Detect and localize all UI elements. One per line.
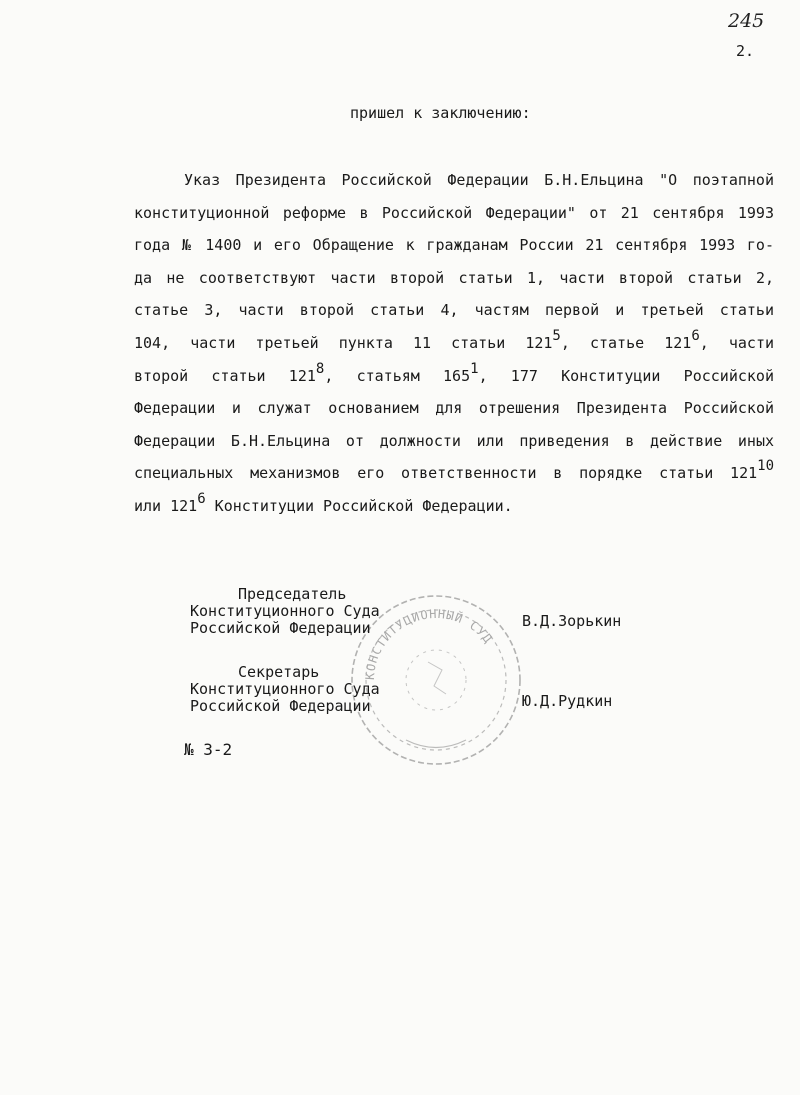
superscript: 5 (552, 327, 561, 344)
body-line (134, 327, 774, 360)
conclusion-body (134, 164, 774, 523)
body-line: года № 1400 и его Обращение к гражданам России 21 сентября 1993 го- (134, 236, 774, 255)
signature-title-line: Председатель (238, 585, 347, 603)
signature-title-line: Российской Федерации (190, 697, 371, 715)
body-line-text: , статьям 165 (324, 366, 471, 385)
signatory-name-secretary: Ю.Д.Рудкин (522, 692, 613, 710)
signature-title-line: Конституционного Суда (190, 602, 380, 620)
body-line-text: , части (699, 333, 775, 352)
superscript: 8 (315, 360, 325, 377)
superscript: 10 (757, 458, 774, 475)
document-number: № 3-2 (184, 740, 233, 759)
stamp-text: КОНСТИТУЦИОННЫЙ СУД (362, 606, 496, 681)
superscript: 1 (470, 360, 479, 377)
signature-title-line: Конституционного Суда (190, 680, 380, 698)
handwritten-folio-number: 245 (728, 10, 765, 32)
body-line: Указ Президента Российской Федерации Б.Н.Ельцина "О поэтапной (184, 171, 774, 189)
signatory-name-chairman: В.Д.Зорькин (522, 612, 622, 630)
signature-title-line: Секретарь (238, 663, 320, 681)
body-line: Федерации Б.Н.Ельцина от должности или приведения в действие иных (134, 431, 774, 450)
body-line-text: второй статьи 121 (134, 366, 316, 385)
body-line (134, 490, 774, 523)
heading-conclusion: пришел к заключению: (350, 104, 531, 122)
body-line: статье 3, части второй статьи 4, частям первой и третьей статьи (134, 301, 774, 320)
page-number: 2. (736, 42, 755, 60)
body-line: Федерации и служат основанием для отрешения Президента Российской (134, 399, 774, 418)
body-line-text: , 177 Конституции Российской (478, 366, 774, 385)
body-line: да не соответствуют части второй статьи 1, части второй статьи 2, (134, 268, 774, 287)
signature-block-chairman (190, 586, 380, 637)
body-line-text: Конституции Российской Федерации. (205, 496, 513, 515)
signature-title-line: Российской Федерации (190, 619, 371, 637)
body-line (134, 457, 774, 490)
superscript: 6 (197, 490, 206, 507)
body-line: конституционной реформе в Российской Федерации" от 21 сентября 1993 (134, 203, 774, 222)
superscript: 6 (691, 327, 700, 344)
body-line-text: 104, части третьей пункта 11 статьи 121 (134, 333, 553, 352)
body-line (134, 360, 774, 393)
body-line-text: специальных механизмов его ответственности в порядке статьи 121 (134, 464, 758, 483)
svg-text:КОНСТИТУЦИОННЫЙ СУД (363, 607, 495, 680)
body-line-text: или 121 (134, 496, 198, 515)
body-line-text: , статье 121 (560, 333, 692, 352)
signature-block-secretary (190, 664, 380, 715)
